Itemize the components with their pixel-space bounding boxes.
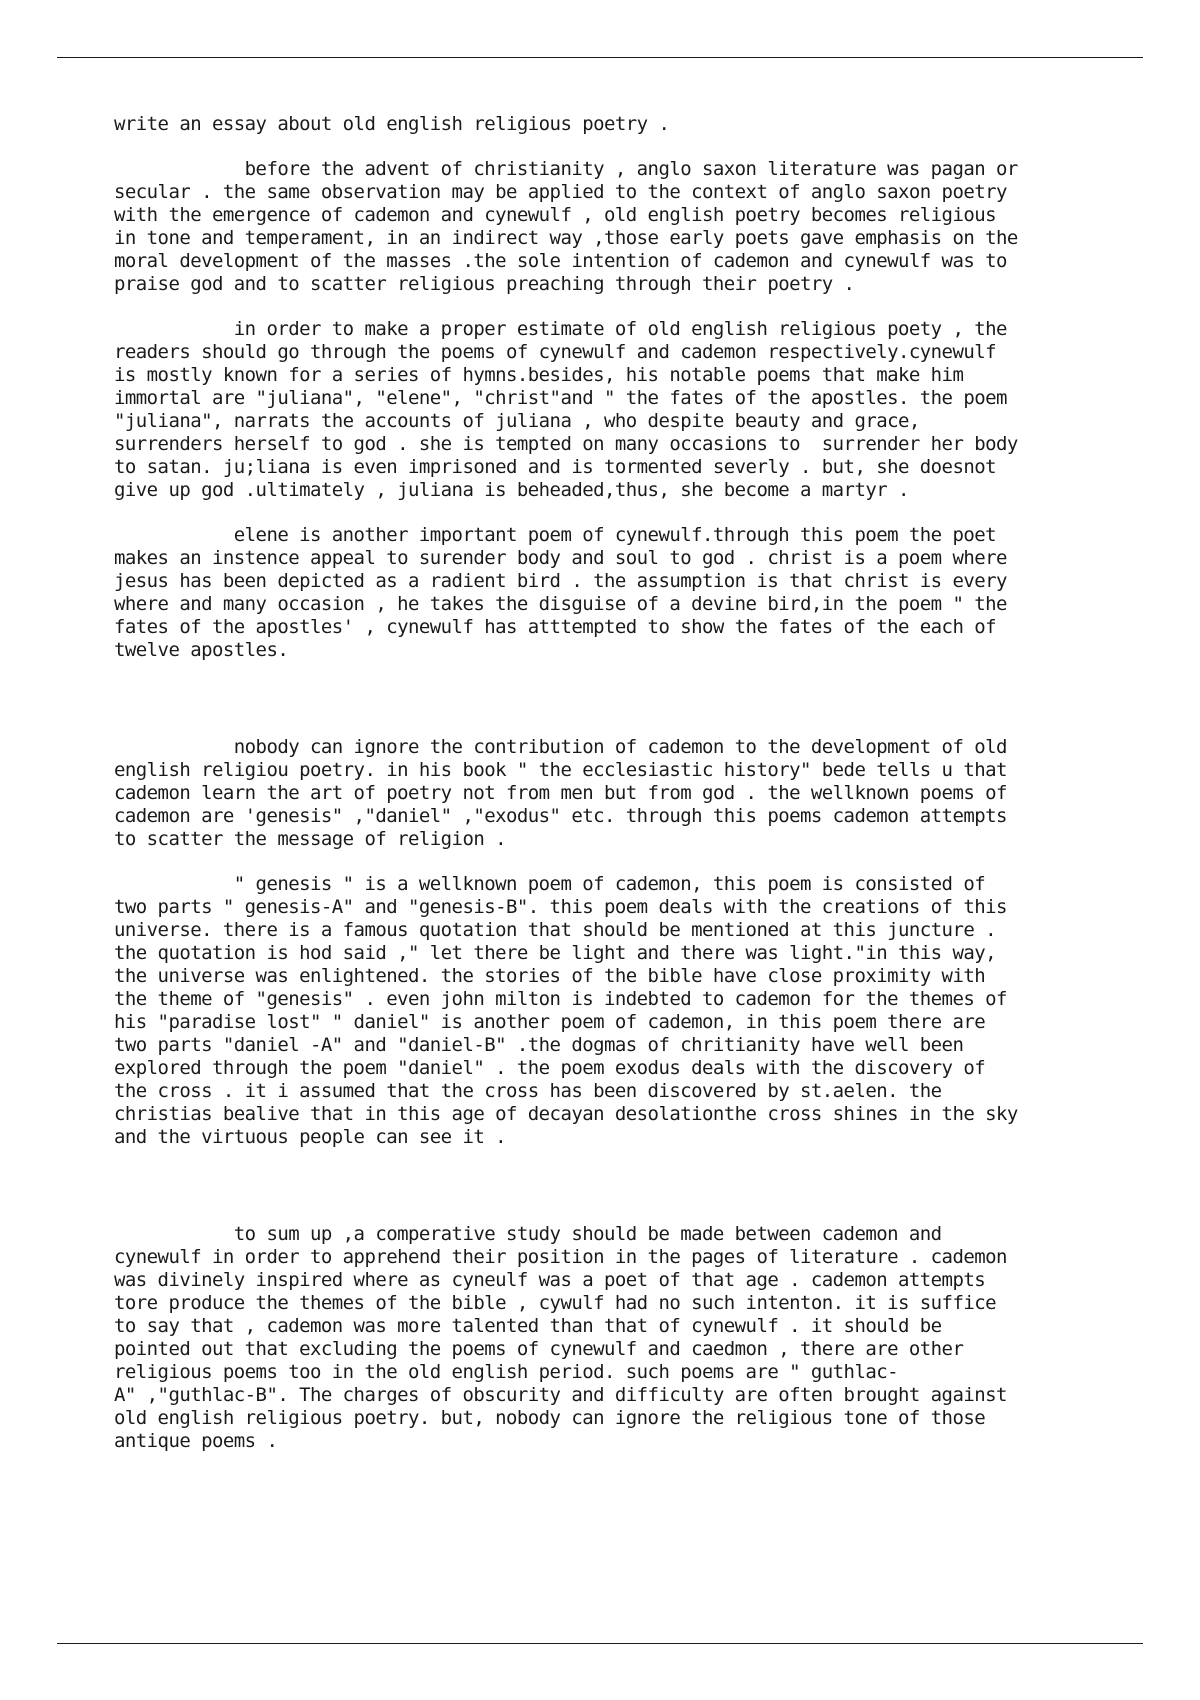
text-line: "juliana", narrats the accounts of juliana , who despite beauty and grace, (114, 410, 920, 432)
text-line: and the virtuous people can see it . (114, 1126, 507, 1148)
text-line: twelve apostles. (114, 639, 289, 661)
text-line: A" ,"guthlac-B". The charges of obscurity and difficulty are often brought against (114, 1384, 1007, 1406)
text-line: pointed out that excluding the poems of cynewulf and caedmon , there are other (114, 1338, 964, 1360)
text-line: the universe was enlightened. the stories of the bible have close proximity with (114, 965, 986, 987)
text-line: the theme of "genesis" . even john milton is indebted to cademon for the themes of (114, 988, 1007, 1010)
text-line: secular . the same observation may be applied to the context of anglo saxon poetry (114, 181, 1007, 203)
document-body (114, 113, 1124, 1453)
text-line: universe. there is a famous quotation that should be mentioned at this juncture . (114, 919, 997, 941)
paragraph-conclusion (114, 1223, 1124, 1453)
text-line: to say that , cademon was more talented than that of cynewulf . it should be (114, 1315, 942, 1337)
text-line: immortal are "juliana", "elene", "christ"and " the fates of the apostles. the poem (114, 387, 1007, 409)
text-line: nobody can ignore the contribution of cademon to the development of old (114, 736, 1007, 758)
text-line: is mostly known for a series of hymns.besides, his notable poems that make him (114, 364, 964, 386)
text-line: his "paradise lost" " daniel" is another poem of cademon, in this poem there are (114, 1011, 986, 1033)
text-line: jesus has been depicted as a radient bird . the assumption is that christ is every (114, 570, 1007, 592)
paragraph-gap (114, 662, 1124, 736)
text-line: cynewulf in order to apprehend their position in the pages of literature . cademon (114, 1246, 1007, 1268)
paragraph-elene (114, 524, 1124, 662)
text-line: to satan. ju;liana is even imprisoned and is tormented severly . but, she doesnot (114, 456, 997, 478)
paragraph-cademon (114, 736, 1124, 851)
paragraph-gap (114, 502, 1124, 524)
paragraph-gap (114, 136, 1124, 158)
text-line: readers should go through the poems of cynewulf and cademon respectively.cynewulf (114, 341, 997, 363)
text-line: was divinely inspired where as cyneulf was a poet of that age . cademon attempts (114, 1269, 986, 1291)
text-line: in tone and temperament, in an indirect way ,those early poets gave emphasis on the (114, 227, 1018, 249)
text-line: to scatter the message of religion . (114, 828, 507, 850)
text-line: cademon are 'genesis" ,"daniel" ,"exodus" etc. through this poems cademon attempts (114, 805, 1007, 827)
text-line: tore produce the themes of the bible , cywulf had no such intenton. it is suffice (114, 1292, 997, 1314)
header-rule (57, 57, 1143, 58)
footer-rule (57, 1643, 1143, 1644)
text-line: the cross . it i assumed that the cross has been discovered by st.aelen. the (114, 1080, 942, 1102)
text-line: antique poems . (114, 1430, 278, 1452)
text-line: in order to make a proper estimate of old english religious poety , the (114, 318, 1007, 340)
text-line: to sum up ,a comperative study should be made between cademon and (114, 1223, 942, 1245)
text-line: surrenders herself to god . she is tempted on many occasions to surrender her body (114, 433, 1018, 455)
text-line: fates of the apostles' , cynewulf has atttempted to show the fates of the each of (114, 616, 997, 638)
text-line: before the advent of christianity , anglo saxon literature was pagan or (114, 158, 1018, 180)
text-line: " genesis " is a wellknown poem of cademon, this poem is consisted of (114, 873, 986, 895)
paragraph-cynewulf (114, 318, 1124, 502)
essay-prompt: write an essay about old english religious poetry . (114, 113, 670, 135)
paragraph-gap (114, 296, 1124, 318)
text-line: praise god and to scatter religious preaching through their poetry . (114, 273, 855, 295)
text-line: where and many occasion , he takes the disguise of a devine bird,in the poem " the (114, 593, 1007, 615)
text-line: english religiou poetry. in his book " the ecclesiastic history" bede tells u that (114, 759, 1007, 781)
text-line: with the emergence of cademon and cynewulf , old english poetry becomes religious (114, 204, 997, 226)
text-line: give up god .ultimately , juliana is beheaded,thus, she become a martyr . (114, 479, 909, 501)
paragraph-gap (114, 1149, 1124, 1223)
text-line: makes an instence appeal to surender body and soul to god . christ is a poem where (114, 547, 1007, 569)
text-line: christias bealive that in this age of decayan desolationthe cross shines in the sky (114, 1103, 1018, 1125)
text-line: explored through the poem "daniel" . the poem exodus deals with the discovery of (114, 1057, 986, 1079)
text-line: two parts "daniel -A" and "daniel-B" .the dogmas of chritianity have well been (114, 1034, 964, 1056)
text-line: moral development of the masses .the sole intention of cademon and cynewulf was to (114, 250, 1007, 272)
text-line: cademon learn the art of poetry not from men but from god . the wellknown poems of (114, 782, 1007, 804)
text-line: two parts " genesis-A" and "genesis-B". this poem deals with the creations of this (114, 896, 1007, 918)
text-line: religious poems too in the old english period. such poems are " guthlac- (114, 1361, 899, 1383)
paragraph-gap (114, 851, 1124, 873)
text-line: elene is another important poem of cynewulf.through this poem the poet (114, 524, 997, 546)
text-line: the quotation is hod said ," let there be light and there was light."in this way, (114, 942, 997, 964)
text-line: old english religious poetry. but, nobody can ignore the religious tone of those (114, 1407, 986, 1429)
paragraph-genesis (114, 873, 1124, 1149)
paragraph-intro (114, 158, 1124, 296)
